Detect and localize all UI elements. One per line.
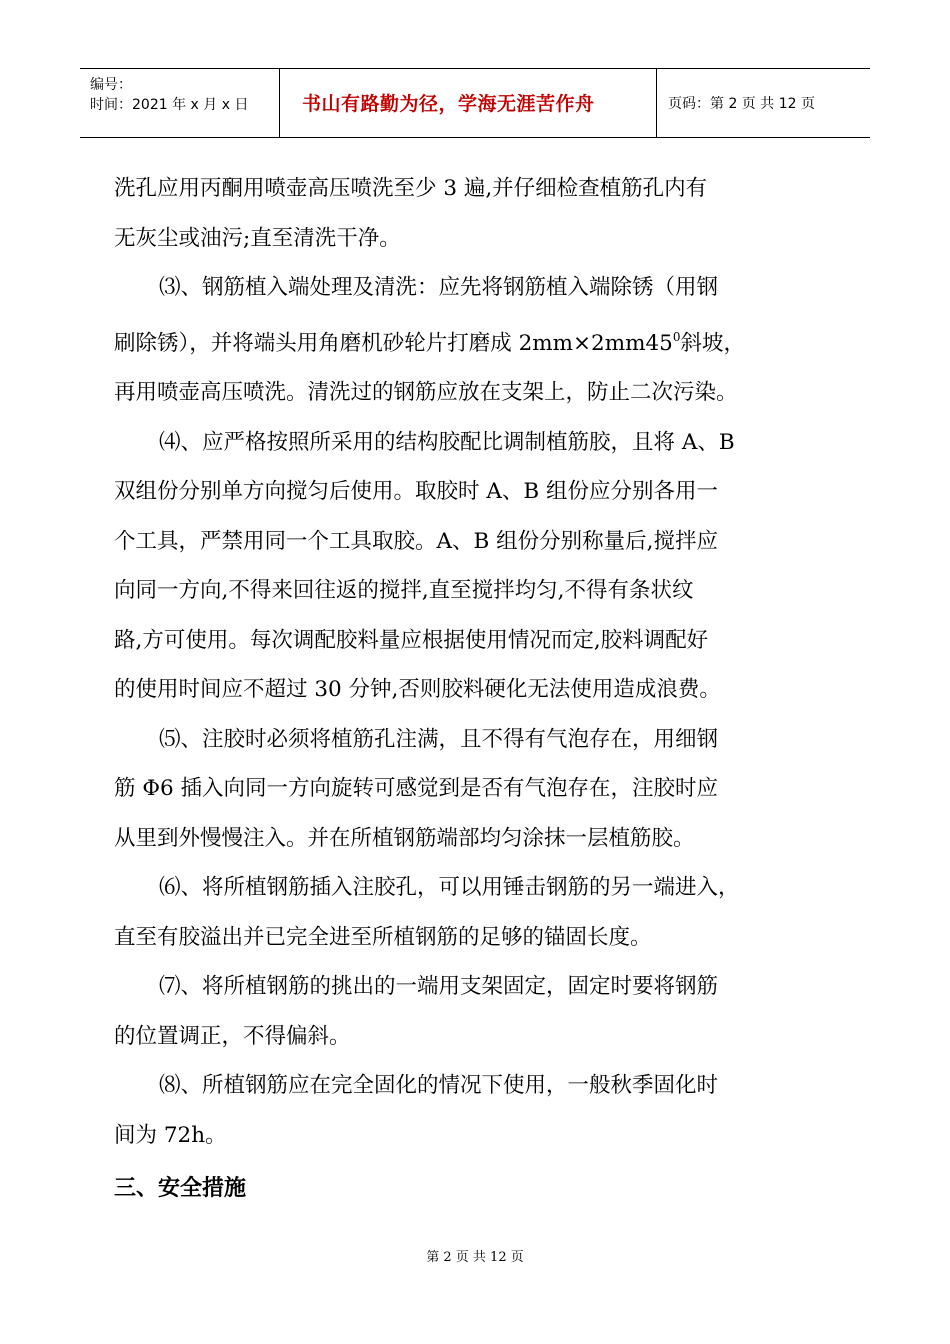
document-body — [114, 164, 854, 1214]
header-meta — [90, 75, 248, 115]
page-footer: 第 2 页 共 12 页 — [426, 1250, 524, 1265]
text-line: ⑻、所植钢筋应在完全固化的情况下使用，一般秋季固化时 — [159, 1073, 719, 1098]
date-label: 时间：2021 年 x 月 x 日 — [90, 97, 249, 113]
text-line: 双组份分别单方向搅匀后使用。取胶时 A、B 组份应分别各用一 — [114, 479, 718, 504]
text-line: 个工具，严禁用同一个工具取胶。A、B 组份分别称量后,搅拌应 — [114, 528, 718, 554]
degree-superscript: 0 — [672, 329, 681, 344]
text-line: 再用喷壶高压喷洗。清洗过的钢筋应放在支架上，防止二次污染。 — [114, 380, 738, 405]
serial-number-label: 编号： — [90, 77, 132, 93]
text-line: ⑷、应严格按照所采用的结构胶配比调制植筋胶，且将 A、B — [159, 429, 735, 455]
text-line: ⑺、将所植钢筋的挑出的一端用支架固定，固定时要将钢筋 — [159, 974, 719, 999]
text-line: 间为 72h。 — [114, 1122, 227, 1148]
section-heading: 三、安全措施 — [114, 1176, 247, 1201]
text-line: 从里到外慢慢注入。并在所植钢筋端部均匀涂抹一层植筋胶。 — [114, 825, 695, 851]
header-motto: 书山有路勤为径，学海无涯苦作舟 — [302, 93, 595, 115]
text-line: ⑹、将所植钢筋插入注胶孔，可以用锤击钢筋的另一端进入， — [159, 875, 740, 900]
text-line: 的位置调正，不得偏斜。 — [114, 1023, 351, 1049]
text-line: 向同一方向,不得来回往返的搅拌,直至搅拌均匀,不得有条状纹 — [114, 578, 694, 603]
text-span: 刷除锈），并将端头用角磨机砂轮片打磨成 2mm×2mm45 — [114, 330, 673, 356]
text-line: 无灰尘或油污;直至清洗干净。 — [114, 225, 401, 251]
header-divider — [279, 69, 280, 137]
text-line: 洗孔应用丙酮用喷壶高压喷洗至少 3 遍,并仔细检查植筋孔内有 — [114, 176, 708, 201]
page-header — [80, 68, 870, 138]
text-line: 直至有胶溢出并已完全进至所植钢筋的足够的锚固长度。 — [114, 924, 652, 950]
text-line: ⑸、注胶时必须将植筋孔注满，且不得有气泡存在，用细钢 — [159, 726, 719, 752]
text-line: 路,方可使用。每次调配胶料量应根据使用情况而定,胶料调配好 — [114, 627, 709, 653]
text-span: 斜坡， — [680, 330, 746, 356]
text-line: 筋 Φ6 插入向同一方向旋转可感觉到是否有气泡存在，注胶时应 — [114, 776, 718, 801]
text-line — [114, 313, 854, 369]
text-line: ⑶、钢筋植入端处理及清洗：应先将钢筋植入端除锈（用钢 — [159, 275, 719, 300]
header-divider — [656, 69, 657, 137]
text-line: 的使用时间应不超过 30 分钟,否则胶料硬化无法使用造成浪费。 — [114, 677, 721, 702]
header-page-number: 页码：第 2 页 共 12 页 — [668, 96, 815, 112]
